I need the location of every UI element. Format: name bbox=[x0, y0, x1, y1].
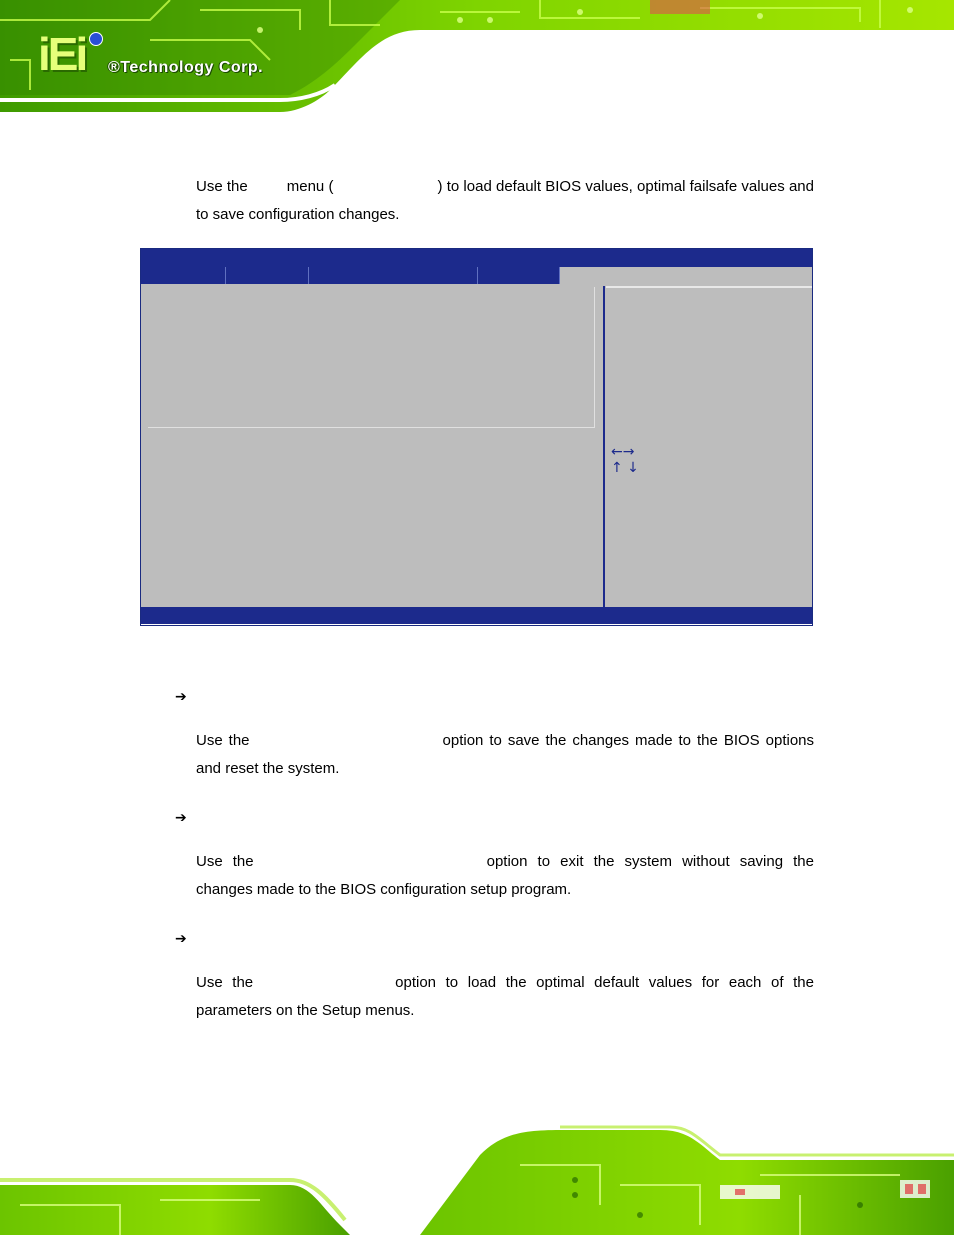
bios-title-bar bbox=[141, 249, 812, 267]
arrow-right-icon: ➔ bbox=[175, 689, 187, 705]
company-name: ®Technology Corp. bbox=[108, 59, 264, 76]
bios-bottom-line bbox=[141, 624, 812, 625]
intro-text-1: Use the bbox=[196, 178, 248, 195]
footer-banner bbox=[0, 1125, 954, 1235]
option-1-paragraph bbox=[196, 727, 814, 783]
circuit-board-graphic bbox=[0, 0, 954, 112]
logo-dot-icon bbox=[89, 32, 103, 46]
bios-tab[interactable] bbox=[141, 267, 226, 284]
bios-status-bar bbox=[141, 607, 812, 624]
bios-tab-bar bbox=[141, 267, 812, 286]
circuit-board-graphic bbox=[0, 1125, 954, 1235]
header-banner bbox=[0, 0, 954, 112]
bios-exit-menu-screenshot bbox=[140, 248, 813, 626]
arrow-right-icon: ➔ bbox=[175, 931, 187, 947]
bios-tab[interactable] bbox=[309, 267, 478, 284]
company-logo-mark: iEi bbox=[38, 28, 86, 80]
option-1-lead: Use the bbox=[196, 732, 250, 749]
option-2-lead: Use the bbox=[196, 853, 254, 870]
bios-tab[interactable] bbox=[478, 267, 560, 284]
arrow-right-icon: ➔ bbox=[175, 810, 187, 826]
bios-tab[interactable] bbox=[226, 267, 309, 284]
intro-text-3: ) to load default BIOS values, optimal failsafe values and to save configuration changes. bbox=[196, 178, 814, 223]
option-3-lead: Use the bbox=[196, 974, 254, 991]
option-3-paragraph bbox=[196, 969, 814, 1025]
option-2-text: option to exit the system without saving the changes made to the BIOS configuration setup program. bbox=[196, 853, 814, 898]
option-1-text: option to save the changes made to the BIOS options and reset the system. bbox=[196, 732, 815, 777]
left-right-arrows-icon: ←→ bbox=[611, 444, 635, 460]
bios-help-panel-top bbox=[606, 286, 812, 288]
bios-divider bbox=[603, 286, 605, 607]
bios-option-list bbox=[148, 287, 595, 428]
option-2-paragraph bbox=[196, 848, 814, 904]
intro-paragraph bbox=[196, 173, 814, 229]
bios-key-legend bbox=[611, 444, 639, 476]
up-down-arrows-icon: ↑ ↓ bbox=[611, 460, 639, 476]
intro-text-2: menu ( bbox=[286, 178, 334, 195]
option-3-text: option to load the optimal default values for each of the parameters on the Setup menus. bbox=[196, 974, 814, 1019]
